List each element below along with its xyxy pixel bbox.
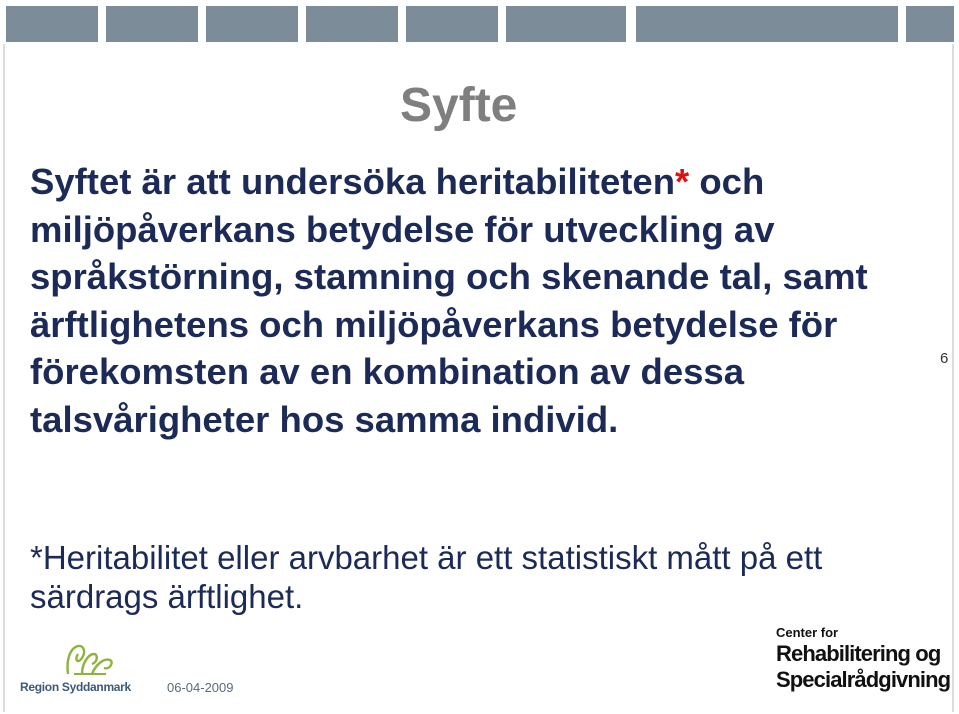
body-asterisk: * — [675, 161, 690, 202]
top-bar-segment — [106, 6, 198, 42]
region-syddanmark-logo — [20, 640, 131, 696]
center-logo-line1: Center for — [776, 625, 839, 640]
top-bar-segment — [506, 6, 626, 42]
region-logo-mark-icon — [60, 640, 118, 678]
slide-body — [30, 158, 930, 443]
footnote: *Heritabilitet eller arvbarhet är ett statistiskt mått på ett särdrags ärftlighet. — [30, 539, 823, 615]
top-bar-segment — [906, 6, 954, 42]
slide-date: 06-04-2009 — [167, 680, 234, 695]
top-bar-segment — [306, 6, 398, 42]
slide-number: 6 — [940, 350, 949, 367]
region-logo-text: Region Syddanmark — [20, 680, 131, 694]
body-text-part2: och miljöpåverkans betydelse för utveckling av språkstörning, stamning och skenande tal, samt ärftlighetens och miljöpåverkans betydelse för förekomsten av en kombination av dessa talsvårigheter hos samma individ. — [30, 161, 868, 440]
top-decoration-bar — [0, 0, 959, 44]
slide-title: Syfte — [400, 79, 518, 132]
top-bar-segment — [406, 6, 498, 42]
center-logo — [776, 625, 951, 700]
center-logo-line3: Specialrådgivning — [776, 667, 951, 692]
top-bar-segment — [636, 6, 898, 42]
center-logo-line2: Rehabilitering og — [776, 641, 941, 666]
body-text-part1: Syftet är att undersöka heritabiliteten — [30, 161, 675, 202]
top-bar-segment — [6, 6, 98, 42]
top-bar-segment — [206, 6, 298, 42]
